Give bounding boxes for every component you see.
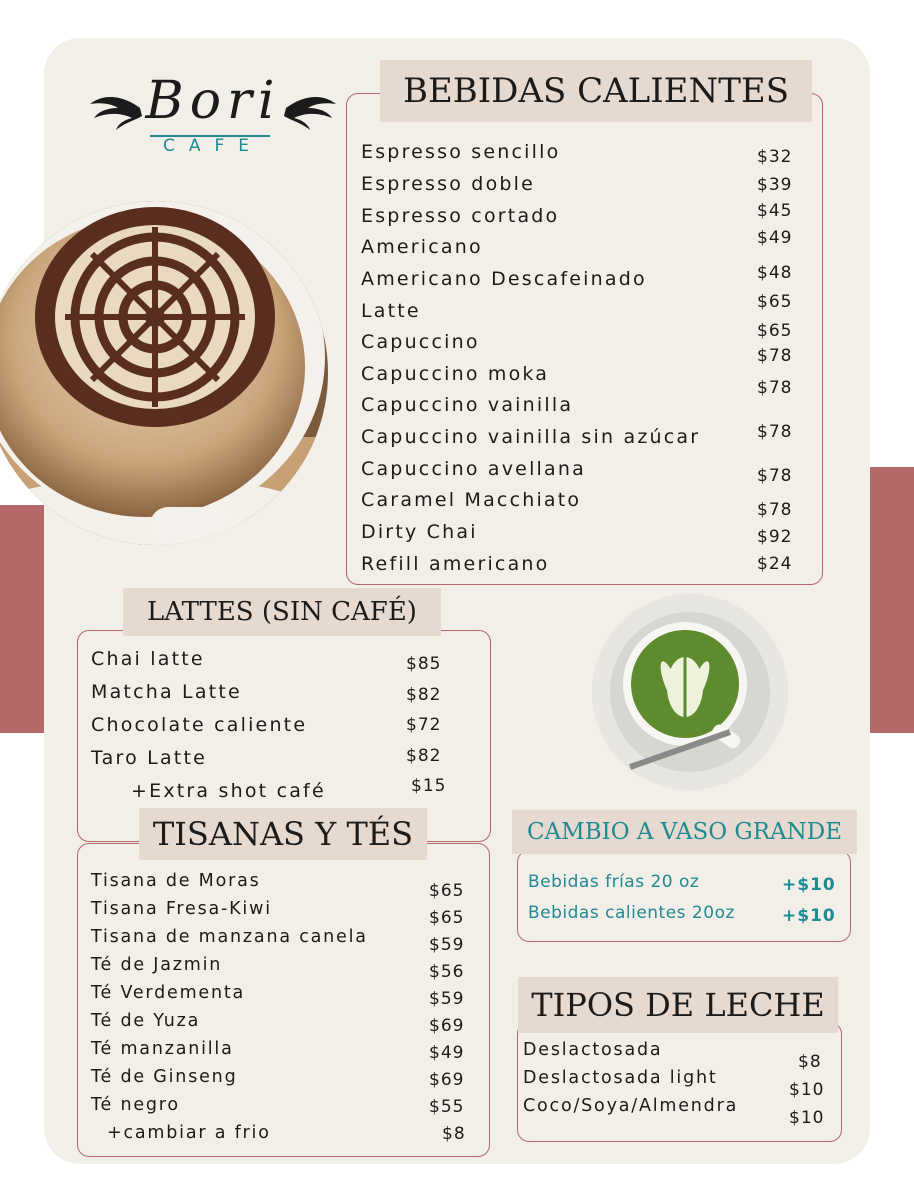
menu-item-price: $10 — [789, 1080, 825, 1100]
menu-item-price: $78 — [757, 500, 793, 520]
menu-item-price: $59 — [429, 989, 465, 1009]
menu-item-price: $92 — [757, 527, 793, 547]
menu-item-price: $69 — [429, 1070, 465, 1090]
hot-drinks-title: BEBIDAS CALIENTES — [380, 60, 812, 122]
menu-item-name: Tisana de Moras — [91, 871, 261, 891]
menu-item-name: Té negro — [91, 1095, 180, 1115]
menu-item-name: Americano — [361, 236, 483, 258]
menu-item-name: Tisana Fresa-Kiwi — [91, 899, 272, 919]
menu-item-name: Espresso cortado — [361, 205, 560, 227]
menu-item-name: Refill americano — [361, 553, 550, 575]
menu-item-name: Tisana de manzana canela — [91, 927, 368, 947]
menu-item-name: Coco/Soya/Almendra — [523, 1096, 739, 1116]
menu-item-price: $24 — [757, 554, 793, 574]
menu-item-name: Latte — [361, 300, 421, 322]
menu-item-name: Dirty Chai — [361, 521, 478, 543]
menu-item-name: Capuccino — [361, 331, 480, 353]
menu-item-name: Capuccino moka — [361, 363, 550, 385]
cappuccino-photo — [0, 187, 330, 559]
menu-item-name: Matcha Latte — [91, 681, 242, 703]
menu-item-price: +$10 — [782, 875, 836, 895]
menu-item-price: $39 — [757, 175, 793, 195]
menu-item-price: $49 — [429, 1043, 465, 1063]
menu-item-name: +cambiar a frio — [107, 1123, 271, 1143]
menu-item-name: Capuccino vainilla — [361, 394, 574, 416]
menu-item-name: Té de Yuza — [91, 1011, 201, 1031]
matcha-latte-photo — [590, 592, 790, 792]
menu-item-name: +Extra shot café — [131, 780, 326, 802]
menu-item-name: Té de Ginseng — [91, 1067, 238, 1087]
menu-item-price: $15 — [411, 776, 447, 796]
menu-item-price: $65 — [429, 908, 465, 928]
menu-item-price: $8 — [798, 1052, 822, 1072]
size-upgrade-box — [517, 850, 851, 942]
menu-item-name: Deslactosada light — [523, 1068, 718, 1088]
lattes-title: LATTES (SIN CAFÉ) — [123, 588, 441, 636]
teas-title: TISANAS Y TÉS — [139, 808, 427, 860]
menu-item-name: Chocolate caliente — [91, 714, 308, 736]
brand-name: Bori — [145, 71, 281, 131]
menu-item-price: $69 — [429, 1016, 465, 1036]
menu-item-price: $10 — [789, 1108, 825, 1128]
brand-subtitle: CAFE — [162, 136, 264, 156]
menu-item-name: Capuccino avellana — [361, 458, 586, 480]
menu-item-price: $72 — [406, 715, 442, 735]
menu-item-name: Bebidas calientes 20oz — [528, 903, 735, 923]
menu-item-price: $32 — [757, 147, 793, 167]
menu-item-price: $65 — [429, 881, 465, 901]
menu-item-name: Americano Descafeinado — [361, 268, 647, 290]
menu-item-price: $8 — [442, 1124, 466, 1144]
menu-item-price: $48 — [757, 263, 793, 283]
menu-item-price: $55 — [429, 1097, 465, 1117]
menu-item-price: $82 — [406, 685, 442, 705]
menu-item-name: Taro Latte — [91, 747, 207, 769]
menu-item-name: Caramel Macchiato — [361, 489, 582, 511]
menu-item-name: Capuccino vainilla sin azúcar — [361, 426, 701, 448]
menu-item-price: $65 — [757, 292, 793, 312]
menu-item-price: +$10 — [782, 906, 836, 926]
accent-band-right — [870, 467, 914, 733]
menu-item-name: Deslactosada — [523, 1040, 663, 1060]
menu-item-price: $78 — [757, 378, 793, 398]
menu-item-name: Té de Jazmin — [91, 955, 223, 975]
menu-item-name: Espresso sencillo — [361, 141, 561, 163]
menu-item-name: Bebidas frías 20 oz — [528, 872, 700, 892]
menu-item-price: $82 — [406, 746, 442, 766]
menu-item-name: Chai latte — [91, 648, 205, 670]
size-upgrade-title: CAMBIO A VASO GRANDE — [512, 810, 857, 854]
menu-item-price: $85 — [406, 654, 442, 674]
menu-item-price: $78 — [757, 422, 793, 442]
menu-item-price: $56 — [429, 962, 465, 982]
menu-item-price: $49 — [757, 228, 793, 248]
menu-item-price: $65 — [757, 321, 793, 341]
menu-item-name: Té Verdementa — [91, 983, 246, 1003]
menu-item-price: $45 — [757, 201, 793, 221]
menu-item-name: Té manzanilla — [91, 1039, 234, 1059]
brand-logo — [88, 66, 338, 166]
menu-item-price: $59 — [429, 935, 465, 955]
menu-item-price: $78 — [757, 346, 793, 366]
menu-item-name: Espresso doble — [361, 173, 536, 195]
milk-title: TIPOS DE LECHE — [518, 977, 838, 1033]
menu-item-price: $78 — [757, 466, 793, 486]
